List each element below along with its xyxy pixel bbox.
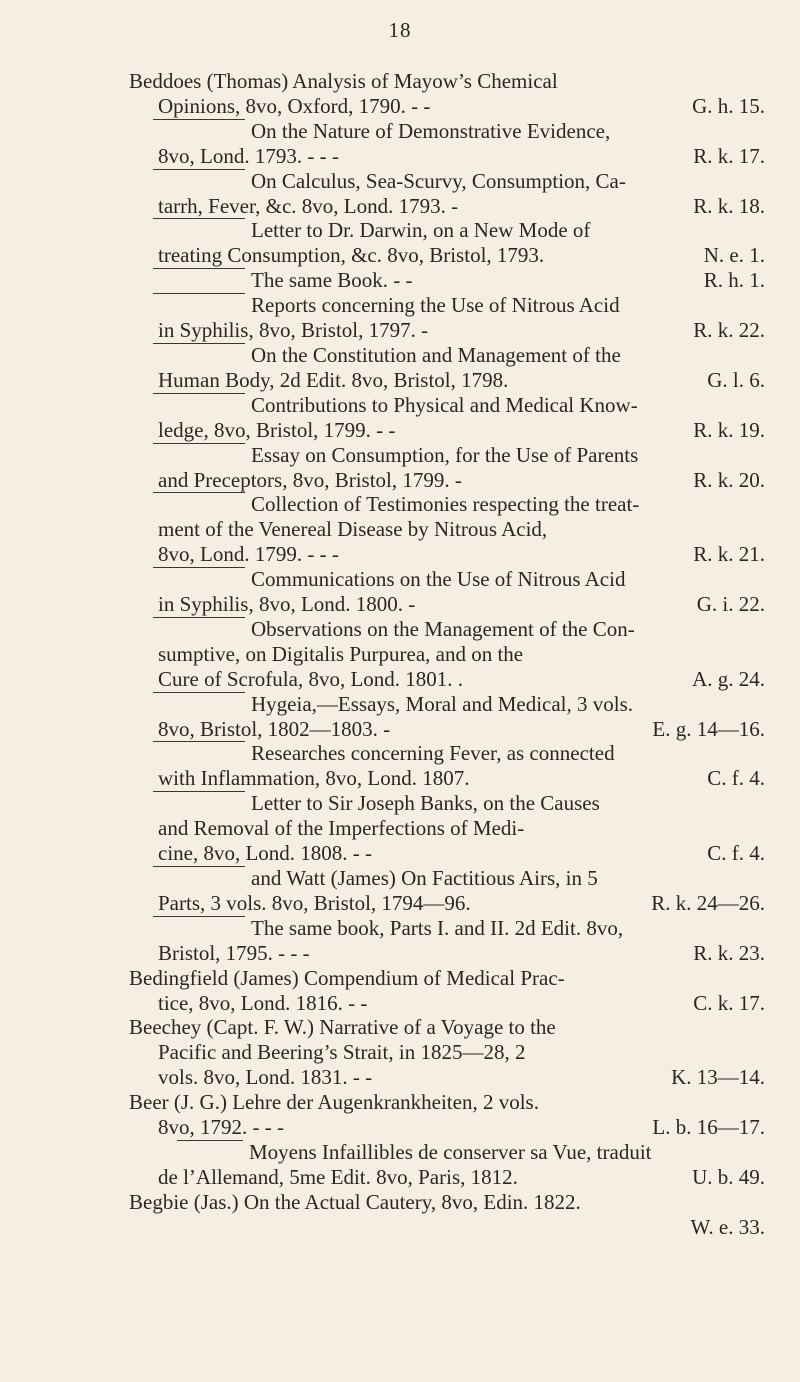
ditto-dash [153,916,245,917]
entry-text: Contributions to Physical and Medical Know- [251,392,638,417]
catalogue-entry [129,69,765,119]
catalogue-entry [129,966,765,1016]
entry-line [129,69,765,94]
ditto-dash [153,169,245,170]
entry-text: 8vo, Lond. 1799. - - - [158,542,339,567]
ditto-dash [153,268,245,269]
entry-line [129,916,765,941]
shelf-mark: R. k. 24—26. [651,890,765,915]
catalogue-entry [129,492,765,567]
entry-line [129,1065,765,1090]
entry-text: The same book, Parts I. and II. 2d Edit. 8vo, [251,915,624,940]
shelf-mark: K. 13—14. [671,1065,765,1090]
entry-text: in Syphilis, 8vo, Bristol, 1797. - [158,318,429,343]
entry-text: Begbie (Jas.) On the Actual Cautery, 8vo, Edin. 1822. [129,1189,581,1214]
entry-text: Letter to Dr. Darwin, on a New Mode of [251,218,591,243]
entry-line [129,717,765,742]
entry-line [129,866,765,891]
entry-line [129,567,765,592]
entry-text: Essay on Consumption, for the Use of Parents [251,442,639,467]
catalogue-entry [129,343,765,393]
entry-line [129,418,765,443]
entry-line [129,268,765,293]
catalogue-entry [129,866,765,916]
entry-text: The same Book. - - [251,268,413,293]
catalogue-entry [129,741,765,791]
entry-text: Letter to Sir Joseph Banks, on the Causes [251,791,600,816]
ditto-dash [153,567,245,568]
shelf-mark: N. e. 1. [703,243,765,268]
entry-text: vols. 8vo, Lond. 1831. - - [158,1065,373,1090]
catalogue-entry [129,791,765,866]
shelf-mark: A. g. 24. [692,666,765,691]
entry-line [129,1165,765,1190]
ditto-dash [153,343,245,344]
ditto-dash [153,866,245,867]
entry-line [129,492,765,517]
entry-line [129,119,765,144]
entry-line [129,841,765,866]
ditto-dash [177,1140,243,1141]
page-number: 18 [388,18,412,42]
entry-text: Observations on the Management of the Con- [251,616,635,641]
ditto-dash [153,692,245,693]
entry-text: Bristol, 1795. - - - [158,940,310,965]
entry-text: Parts, 3 vols. 8vo, Bristol, 1794—96. [158,890,471,915]
entry-line [129,617,765,642]
entry-line [129,766,765,791]
shelf-mark: G. i. 22. [696,592,765,617]
catalogue-entry [129,1015,765,1090]
shelf-mark: R. k. 19. [693,417,765,442]
entry-line [129,169,765,194]
entry-text: Moyens Infaillibles de conserver sa Vue, traduit [249,1139,652,1164]
entry-line [129,1040,765,1065]
entry-line [129,94,765,119]
entry-line [129,1015,765,1040]
entry-line [129,741,765,766]
shelf-mark: R. k. 23. [693,940,765,965]
entry-line [129,991,765,1016]
catalogue-entry [129,393,765,443]
shelf-mark: U. b. 49. [692,1164,765,1189]
entry-text: Beer (J. G.) Lehre der Augenkrankheiten, 2 vols. [129,1090,539,1115]
entry-line [129,1115,765,1140]
catalogue-entry [129,443,765,493]
entry-text: ment of the Venereal Disease by Nitrous Acid, [158,517,548,542]
entry-line [129,1190,765,1215]
ditto-dash [153,443,245,444]
catalogue-entries [129,69,765,1240]
entry-line [129,293,765,318]
entry-text: Bedingfield (James) Compendium of Medical Prac- [129,965,565,990]
entry-line [129,393,765,418]
shelf-mark: G. h. 15. [692,93,765,118]
entry-line [129,144,765,169]
entry-line [129,218,765,243]
entry-line [129,642,765,667]
entry-line [129,318,765,343]
entry-line [129,443,765,468]
shelf-mark: R. k. 20. [693,467,765,492]
entry-text: Hygeia,—Essays, Moral and Medical, 3 vols. [251,691,634,716]
entry-text: Pacific and Beering’s Strait, in 1825—28, 2 [158,1040,526,1065]
entry-line [129,1140,765,1165]
entry-text: cine, 8vo, Lond. 1808. - - [158,841,373,866]
catalogue-entry [129,218,765,268]
shelf-mark: W. e. 33. [690,1214,765,1239]
ditto-dash [153,218,245,219]
entry-text: tice, 8vo, Lond. 1816. - - [158,990,368,1015]
entry-text: Collection of Testimonies respecting the treat- [251,492,640,517]
entry-line [129,891,765,916]
shelf-mark: E. g. 14—16. [652,716,765,741]
catalogue-entry [129,268,765,293]
entry-line [129,194,765,219]
shelf-mark: G. l. 6. [707,367,765,392]
entry-text: On the Nature of Demonstrative Evidence, [251,118,611,143]
catalogue-entry [129,293,765,343]
shelf-mark: C. f. 4. [707,766,765,791]
ditto-dash [153,741,245,742]
catalogue-entry [129,617,765,692]
ditto-dash [153,393,245,394]
entry-line [129,343,765,368]
entry-text: and Removal of the Imperfections of Medi- [158,816,525,841]
entry-text: in Syphilis, 8vo, Lond. 1800. - [158,592,416,617]
entry-text: 8vo, Bristol, 1802—1803. - [158,716,391,741]
entry-text: de l’Allemand, 5me Edit. 8vo, Paris, 1812. [158,1164,518,1189]
entry-text: On Calculus, Sea-Scurvy, Consumption, Ca- [251,168,626,193]
shelf-mark: R. k. 17. [693,143,765,168]
entry-line [129,966,765,991]
entry-line [129,692,765,717]
entry-text: Researches concerning Fever, as connected [251,741,615,766]
ditto-dash [153,293,245,294]
shelf-mark: R. k. 22. [693,318,765,343]
entry-line [129,368,765,393]
entry-line [129,941,765,966]
shelf-mark: R. k. 21. [693,542,765,567]
catalogue-entry [129,169,765,219]
entry-line [129,468,765,493]
catalogue-entry [129,567,765,617]
entry-text: 8vo, Lond. 1793. - - - [158,143,339,168]
catalogue-entry [129,916,765,966]
shelf-mark: C. k. 17. [693,990,765,1015]
entry-text: Beddoes (Thomas) Analysis of Mayow’s Chemical [129,69,558,93]
shelf-mark: C. f. 4. [707,841,765,866]
entry-text: and Watt (James) On Factitious Airs, in 5 [251,866,598,890]
entry-text: Cure of Scrofula, 8vo, Lond. 1801. . [158,666,464,691]
catalogue-entry [129,1140,765,1190]
entry-text: and Preceptors, 8vo, Bristol, 1799. - [158,467,462,492]
ditto-dash [153,492,245,493]
entry-line [129,1215,765,1240]
entry-text: 8vo, 1792. - - - [158,1115,284,1140]
catalogue-entry [129,692,765,742]
entry-line [129,1090,765,1115]
entry-line [129,517,765,542]
shelf-mark: L. b. 16—17. [652,1115,765,1140]
entry-line [129,667,765,692]
entry-text: Communications on the Use of Nitrous Acid [251,567,626,592]
entry-text: Human Body, 2d Edit. 8vo, Bristol, 1798. [158,367,509,392]
shelf-mark: R. h. 1. [703,268,765,293]
catalogue-entry [129,1190,765,1240]
catalogue-entry [129,1090,765,1140]
entry-text: treating Consumption, &c. 8vo, Bristol, 1793. [158,243,545,268]
ditto-dash [153,617,245,618]
entry-text: sumptive, on Digitalis Purpurea, and on the [158,641,524,666]
entry-line [129,592,765,617]
ditto-dash [153,119,245,120]
entry-text: ledge, 8vo, Bristol, 1799. - - [158,417,396,442]
entry-text: Beechey (Capt. F. W.) Narrative of a Voyage to the [129,1015,556,1040]
catalogue-entry [129,119,765,169]
entry-line [129,791,765,816]
entry-text: Opinions, 8vo, Oxford, 1790. - - [158,93,431,118]
entry-text: tarrh, Fever, &c. 8vo, Lond. 1793. - [158,193,459,218]
entry-line [129,816,765,841]
shelf-mark: R. k. 18. [693,193,765,218]
entry-text: Reports concerning the Use of Nitrous Acid [251,293,620,318]
entry-line [129,243,765,268]
entry-text: with Inflammation, 8vo, Lond. 1807. [158,766,470,791]
entry-text: On the Constitution and Management of the [251,342,621,367]
ditto-dash [153,791,245,792]
entry-line [129,542,765,567]
